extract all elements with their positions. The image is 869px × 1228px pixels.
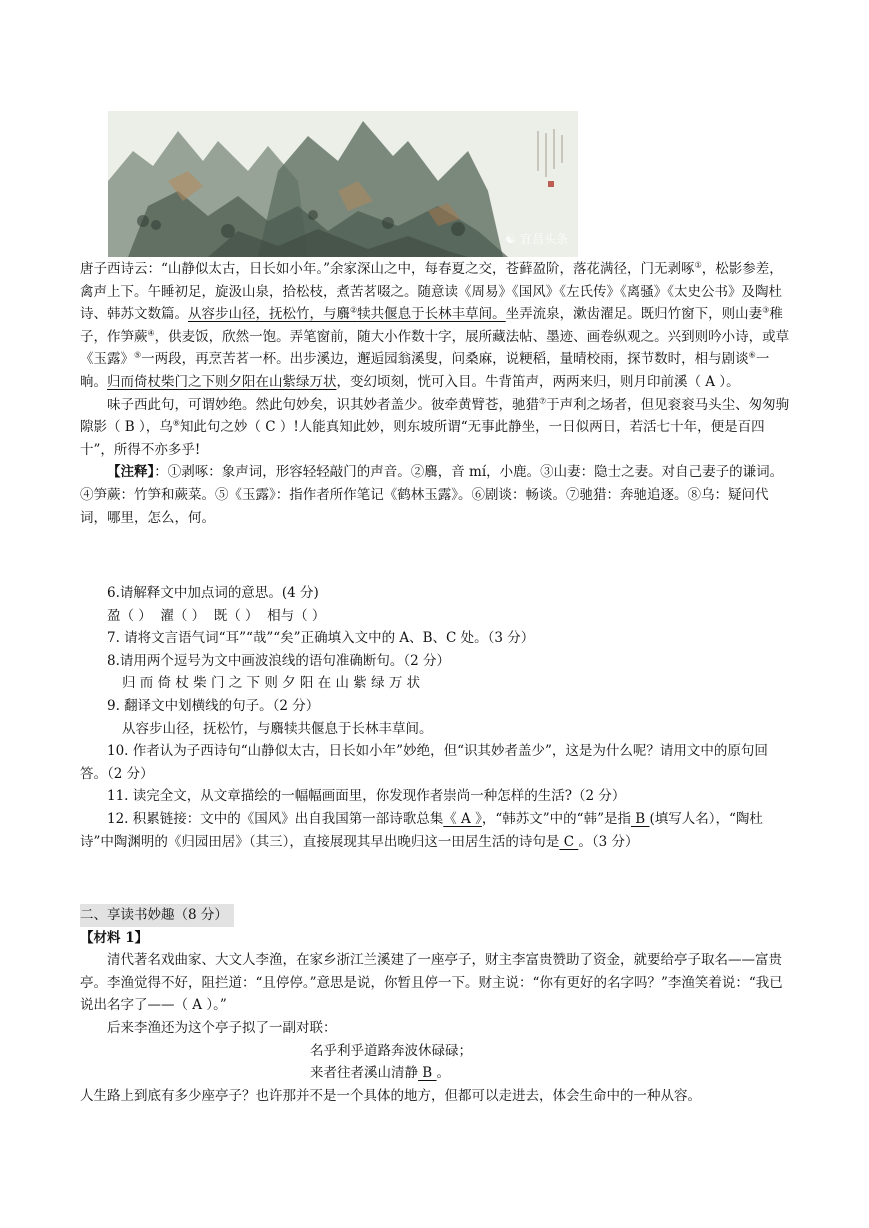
note-marker: ⑥ <box>748 350 756 360</box>
note-marker: ① <box>694 260 702 270</box>
answer-blank-b: B <box>630 810 650 827</box>
text-span: 犊共偃息于长林丰草间。 <box>357 306 506 323</box>
question-7: 7. 请将文言语气词“耳”“哉”“矣”正确填入文中的 A、B、C 处。（3 分） <box>107 630 535 647</box>
underlined-sentence <box>188 306 506 322</box>
wavy-underlined-sentence: 归而倚杖柴门之下则夕阳在山紫绿万状 <box>107 373 337 390</box>
watermark <box>505 228 568 251</box>
material-paragraph-3: 人生路上到底有多少座亭子？也许那并不是一个具体的地方，但都可以走进去，体会生命中的一种从容。 <box>80 1087 701 1104</box>
wechat-icon: ☯ <box>505 232 516 247</box>
text-span: 来者往者溪山清静 <box>310 1065 418 1082</box>
couplet-line-2 <box>80 1062 792 1085</box>
text-span: ，松影参差，禽声上下。午睡初足，旋汲山泉，拾松枝，煮苦茗啜之。随意读《周易》《国风》《左氏传》《离骚》《太史公书》及陶杜诗、韩苏文数篇。 <box>80 261 783 323</box>
text-span: 唐子西诗云：“山静似太古，日长如小年。”余家深山之中，每春夏之交，苍藓盈阶，落花满径，门无剥啄 <box>80 261 695 277</box>
note-marker: ⑧ <box>172 418 180 428</box>
passage-paragraph-1 <box>80 258 792 394</box>
question-8: 8.请用两个逗号为文中画波浪线的语句准确断句。（2 分） <box>107 652 451 669</box>
text-span: 于声利之场者，但见衮衮马头尘、匆匆驹隙影（ B ），乌 <box>80 396 790 436</box>
text-span: 坐弄流泉，漱齿濯足。既归竹窗下，则山妻 <box>505 306 763 323</box>
question-6-items: 盈（ ） 濯（ ） 既（ ） 相与（ ） <box>107 607 326 624</box>
text-span: (填写人名），“陶杜诗”中陶渊明的《归园田居》（其三），直接展现其早出晚归这一田居生活的诗句是 <box>80 810 763 850</box>
text-span: 12. 积累链接：文中的《国风》出自我国第一部诗歌总集 <box>107 810 444 827</box>
text-span: 。 <box>436 1065 451 1082</box>
question-6: 6.请解释文中加点词的意思。(4 分) <box>107 585 319 601</box>
question-9-sentence: 从容步山径，抚松竹，与麛犊共偃息于长林丰草间。 <box>122 720 433 737</box>
text-span: ，变幻顷刻，恍可入目。牛背笛声，两两来归，则月印前溪（ A ）。 <box>336 373 740 390</box>
question-8-sentence: 归 而 倚 杖 柴 门 之 下 则 夕 阳 在 山 紫 绿 万 状 <box>122 675 421 692</box>
couplet-line-1: 名乎利乎道路奔波休碌碌； <box>310 1042 472 1059</box>
watermark-text: 宜昌头条 <box>519 232 568 247</box>
question-11: 11. 读完全文，从文章描绘的一幅幅画面里，你发现作者崇尚一种怎样的生活?（2 分） <box>107 788 626 805</box>
section-heading: 二、享读书妙趣（8 分） <box>80 904 234 927</box>
section-2 <box>80 904 792 1107</box>
note-marker: ③ <box>762 305 770 315</box>
questions <box>80 582 792 853</box>
answer-blank-a: 《 A 》 <box>443 810 482 827</box>
answer-blank-c: C <box>559 833 579 850</box>
note-marker: ⑤ <box>134 350 142 360</box>
notes-label: 【注释】 <box>107 464 155 481</box>
text-span: 一晌。 <box>80 351 770 390</box>
note-marker: ④ <box>147 328 155 338</box>
note-marker: ② <box>350 305 358 315</box>
passage <box>80 258 792 529</box>
landscape-painting <box>108 111 578 257</box>
material-label: 【材料 1】 <box>80 929 149 946</box>
text-span: 味子西此句，可谓妙绝。然此句妙矣，识其妙者盖少。彼牵黄臂苍，驰猎 <box>107 396 539 413</box>
note-marker: ⑦ <box>539 396 547 406</box>
text-span: 稚子，作笋蕨 <box>80 306 783 345</box>
text-span: 知此句之妙（ C ）!人能真知此妙，则东坡所谓“无事此静坐，一日似两日，若活七十年，便是百四十”，所得不亦多乎! <box>80 419 765 458</box>
question-10: 10. 作者认为子西诗句“山静似太古，日长如小年”妙绝，但“识其妙者盖少”，这是为什么呢？请用文中的原句回答。（2 分） <box>80 743 768 782</box>
passage-paragraph-2 <box>80 394 792 462</box>
text-span: 从容步山径，抚松竹，与麛 <box>188 306 350 323</box>
text-span: 。（3 分） <box>578 833 639 850</box>
notes-text: ：①剥啄：象声词，形容轻轻敲门的声音。②麛，音 mí，小鹿。③山妻：隐士之妻。对自己妻子的谦词。④笋蕨：竹笋和蕨菜。⑤《玉露》：指作者所作笔记《鹤林玉露》。⑥剧谈：畅谈。⑦驰猎：奔驰追逐。⑧乌：疑问代词，哪里，怎么，何。 <box>80 464 784 526</box>
notes <box>80 461 792 529</box>
answer-blank-b: B <box>418 1065 437 1082</box>
text-span: ，“韩苏文”中的“韩”是指 <box>481 810 631 827</box>
question-9: 9. 翻译文中划横线的句子。（2 分） <box>107 697 320 714</box>
material-paragraph-1: 清代著名戏曲家、大文人李渔，在家乡浙江兰溪建了一座亭子，财主李富贵赞助了资金，就要给亭子取名——富贵亭。李渔觉得不好，阻拦道：“且停停。”意思是说，你暂且停一下。财主说：“你有更好的名字吗？”李渔笑着说：“我已说出名字了——（ A ）。” <box>80 952 783 1014</box>
question-12 <box>80 808 792 853</box>
material-paragraph-2: 后来李渔还为这个亭子拟了一副对联： <box>107 1019 337 1036</box>
text-span: 一两段，再烹苦茗一杯。出步溪边，邂逅园翁溪叟，问桑麻，说粳稻，量晴校雨，探节数时，相与剧谈 <box>141 351 749 368</box>
text-span: ，供麦饭，欣然一饱。弄笔窗前，随大小作数十字，展所藏法帖、墨迹、画卷纵观之。兴到则吟小诗，或草《玉露》 <box>80 328 790 368</box>
